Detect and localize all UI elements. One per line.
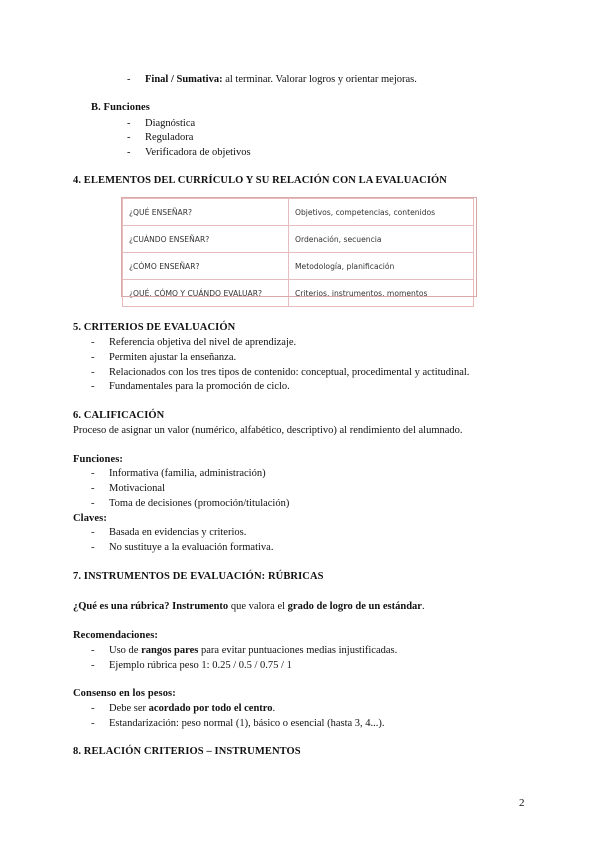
list-item: Estandarización: peso normal (1), básico o esencial (hasta 3, 4...). [109,718,385,729]
list-dash: - [91,468,95,479]
list-dash: - [91,718,95,729]
rubric-question [73,600,425,614]
page-number: 2 [519,797,525,809]
table-cell-answer: Metodología, planificación [289,253,474,280]
list-item: Motivacional [109,483,165,494]
table-cell-answer: Ordenación, secuencia [289,226,474,253]
list-item: No sustituye a la evaluación formativa. [109,542,274,553]
list-item: Relacionados con los tres tipos de contenido: conceptual, procedimental y actitudinal. [109,367,470,378]
section-heading-5: 5. CRITERIOS DE EVALUACIÓN [73,322,236,333]
section-heading-8: 8. RELACIÓN CRITERIOS – INSTRUMENTOS [73,746,301,757]
list-item: Ejemplo rúbrica peso 1: 0.25 / 0.5 / 0.75 / 1 [109,660,292,671]
list-dash: - [91,542,95,553]
label-claves: Claves: [73,513,107,524]
table-cell-question: ¿QUÉ ENSEÑAR? [123,199,289,226]
list-item: Basada en evidencias y criterios. [109,527,247,538]
list-dash: - [91,527,95,538]
label-recomendaciones: Recomendaciones: [73,630,158,641]
list-item: Permiten ajustar la enseñanza. [109,352,237,363]
list-item [145,73,417,87]
table-cell-answer: Objetivos, competencias, contenidos [289,199,474,226]
list-dash: - [127,132,131,143]
text-plain: que valora el [228,601,288,612]
label-funciones: Funciones: [73,454,124,465]
list-item: Toma de decisiones (promoción/titulación) [109,498,290,509]
section-heading-7: 7. INSTRUMENTOS DE EVALUACIÓN: RÚBRICAS [73,571,324,582]
list-dash: - [91,645,95,656]
text-plain: Uso de [109,645,142,656]
text-bold: acordado por todo el centro [148,703,273,714]
label-consenso: Consenso en los pesos: [73,688,176,699]
list-dash: - [91,483,95,494]
list-item [109,702,275,716]
table-cell-answer: Criterios, instrumentos, momentos [289,280,474,307]
list-item: Verificadora de objetivos [145,147,251,158]
list-dash: - [91,352,95,363]
paragraph: Proceso de asignar un valor (numérico, alfabético, descriptivo) al rendimiento del alumnado. [73,425,463,436]
table-row [123,280,474,307]
list-dash: - [91,498,95,509]
list-dash: - [91,367,95,378]
table-cell-question: ¿QUÉ, CÓMO Y CUÁNDO EVALUAR? [123,280,289,307]
list-item: Diagnóstica [145,118,196,129]
subheading-funciones: B. Funciones [91,102,150,113]
list-dash: - [91,381,95,392]
text-bold: grado de logro de un estándar [287,601,422,612]
list-dash: - [91,703,95,714]
item-text: al terminar. Valorar logros y orientar mejoras. [222,74,417,85]
table-row [123,226,474,253]
table-row [123,199,474,226]
text-plain: Debe ser [109,703,149,714]
text-bold: rangos pares [141,645,199,656]
list-item [109,644,397,658]
text-plain: . [272,703,276,714]
section-heading-4: 4. ELEMENTOS DEL CURRÍCULO Y SU RELACIÓN CON LA EVALUACIÓN [73,175,447,186]
section-heading-6: 6. CALIFICACIÓN [73,410,165,421]
table-row [123,253,474,280]
list-dash: - [127,74,131,85]
list-dash: - [91,337,95,348]
list-dash: - [127,118,131,129]
text-plain: . [421,601,425,612]
curriculum-table [122,198,474,307]
item-bold: Final / Sumativa: [145,74,223,85]
list-item: Informativa (familia, administración) [109,468,266,479]
list-item: Fundamentales para la promoción de ciclo. [109,381,290,392]
list-item: Reguladora [145,132,194,143]
list-dash: - [91,660,95,671]
table-cell-question: ¿CÓMO ENSEÑAR? [123,253,289,280]
text-bold: ¿Qué es una rúbrica? Instrumento [73,601,229,612]
list-dash: - [127,147,131,158]
list-item: Referencia objetiva del nivel de aprendizaje. [109,337,297,348]
text-plain: para evitar puntuaciones medias injustificadas. [198,645,398,656]
table-cell-question: ¿CUÁNDO ENSEÑAR? [123,226,289,253]
